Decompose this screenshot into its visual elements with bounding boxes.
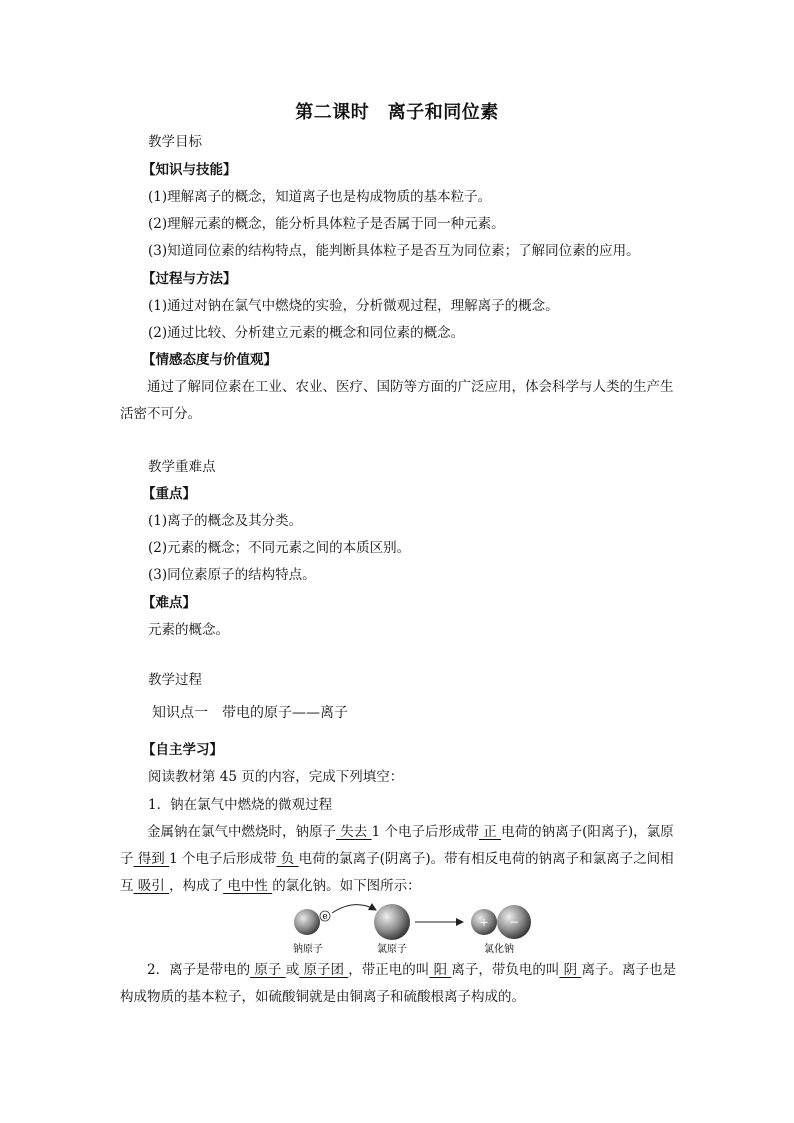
- blank-answer: 阳: [429, 962, 452, 978]
- blank-answer: 阴: [559, 962, 582, 978]
- knowledge-item-2: (2)理解元素的概念，能分析具体粒子是否属于同一种元素。: [148, 216, 505, 232]
- blank-answer: 原子: [250, 962, 286, 978]
- blank-answer: 失去: [336, 824, 372, 840]
- blank-answer: 负: [276, 851, 299, 867]
- page-title: 第二课时 离子和同位素: [295, 102, 499, 123]
- focus-item-2: (2)元素的概念；不同元素之间的本质区别。: [148, 540, 411, 556]
- paragraph-1: 金属钠在氯气中燃烧时，钠原子 失去 1 个电子后形成带 正 电荷的钠离子(阳离子)，氯原子 得到 1 个电子后形成带 负 电荷的氯离子(阴离子)。带有相反电荷的钠离子和氯离子之间相互 吸引 ，构成了 电中性 的氯化钠。如下图所示：: [120, 824, 674, 894]
- teaching-process-heading: 教学过程: [148, 672, 202, 688]
- emotion-text: 通过了解同位素在工业、农业、医疗、国防等方面的广泛应用，体会科学与人类的生产生活密不可分。: [120, 379, 674, 422]
- sodium-chloride-diagram: [280, 900, 550, 958]
- focus-item-1: (1)离子的概念及其分类。: [148, 513, 303, 529]
- item1-heading: 1．钠在氯气中燃烧的微观过程: [148, 797, 333, 813]
- knowledge-item-1: (1)理解离子的概念，知道离子也是构成物质的基本粒子。: [148, 189, 492, 205]
- label-sodium-atom: 钠原子: [293, 944, 323, 955]
- process-item-2: (2)通过比较、分析建立元素的概念和同位素的概念。: [148, 325, 465, 341]
- blank-answer: 电中性: [223, 878, 273, 894]
- blank-answer: 吸引: [133, 878, 170, 894]
- plus-sign: +: [479, 916, 489, 929]
- label-sodium-chloride: 氯化钠: [484, 944, 514, 955]
- electron-transfer-arrow: [332, 905, 376, 913]
- process-heading: 【过程与方法】: [142, 271, 237, 287]
- blank-answer: 正: [478, 824, 502, 840]
- minus-sign: −: [508, 915, 520, 929]
- knowledge-item-3: (3)知道同位素的结构特点，能判断具体粒子是否互为同位素；了解同位素的应用。: [148, 243, 640, 259]
- knowledge-point-1-heading: 知识点一 带电的原子——离子: [152, 705, 348, 721]
- sodium-atom: [294, 909, 320, 935]
- focus-heading: 【重点】: [142, 486, 196, 502]
- objectives-heading: 教学目标: [148, 134, 202, 150]
- difficulty-text: 元素的概念。: [148, 622, 229, 638]
- blank-answer: 得到: [133, 851, 170, 867]
- process-item-1: (1)通过对钠在氯气中燃烧的实验，分析微观过程，理解离子的概念。: [148, 298, 559, 314]
- emotion-heading: 【情感态度与价值观】: [142, 352, 277, 368]
- knowledge-heading: 【知识与技能】: [142, 162, 237, 178]
- intro-text: 阅读教材第 45 页的内容，完成下列填空：: [148, 769, 404, 785]
- self-study-heading: 【自主学习】: [142, 742, 223, 758]
- key-points-heading: 教学重难点: [148, 459, 216, 475]
- electron-label: e: [322, 912, 328, 922]
- blank-answer: 原子团: [299, 962, 349, 978]
- label-chlorine-atom: 氯原子: [377, 944, 407, 955]
- focus-item-3: (3)同位素原子的结构特点。: [148, 567, 316, 583]
- paragraph-2: 2．离子是带电的 原子 或 原子团 ，带正电的叫 阳 离子，带负电的叫 阴 离子。离子也是构成物质的基本粒子，如硫酸铜就是由铜离子和硫酸根离子构成的。: [120, 962, 676, 1005]
- difficulty-heading: 【难点】: [142, 595, 196, 611]
- chlorine-atom: [374, 904, 410, 940]
